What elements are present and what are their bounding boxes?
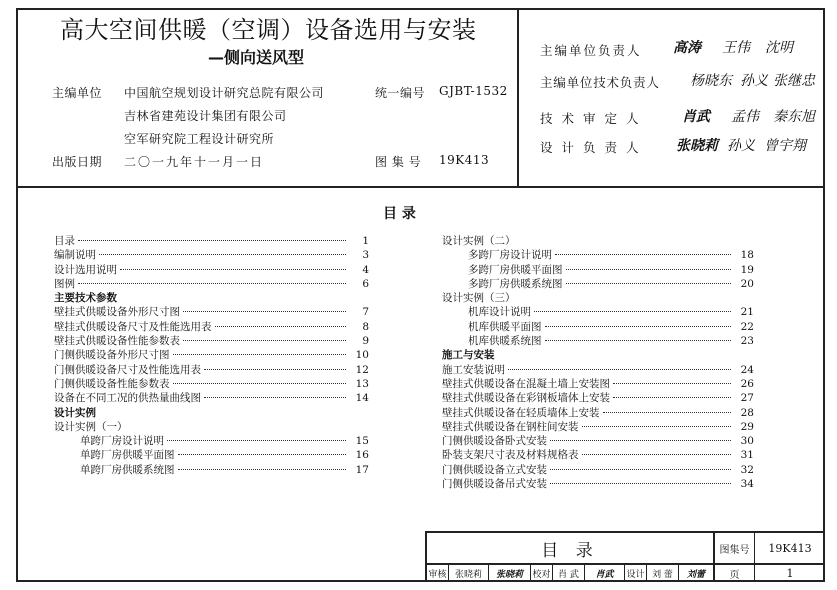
toc-entry-label: 壁挂式供暖设备外形尺寸图 — [54, 306, 180, 319]
approval-signature: 张晓莉 — [489, 565, 531, 582]
toc-entry[interactable] — [54, 248, 369, 262]
toc-leader-dots — [566, 283, 732, 284]
title-block-page-label: 页 — [715, 565, 755, 582]
toc-entry-label: 机库设计说明 — [468, 306, 531, 319]
toc-entry-page: 27 — [740, 392, 754, 405]
toc-entry-label: 壁挂式供暖设备在混凝土墙上安装图 — [442, 377, 610, 390]
toc-entry-label: 单跨厂房供暖系统图 — [80, 463, 175, 476]
toc-entry-label: 编制说明 — [54, 249, 96, 262]
toc-entry[interactable] — [54, 391, 369, 405]
org-label: 主编单位 — [52, 86, 103, 100]
toc-entry[interactable] — [442, 420, 754, 434]
toc-entry-label: 壁挂式供暖设备在轻质墙体上安装 — [442, 406, 600, 419]
toc-entry-label: 设计选用说明 — [54, 263, 117, 276]
approval-label: 审核 — [427, 565, 449, 582]
toc-entry-label: 门侧供暖设备卧式安装 — [442, 435, 547, 448]
title-block — [425, 531, 825, 582]
toc-entry[interactable] — [442, 377, 754, 391]
toc-entry[interactable] — [442, 334, 754, 348]
atlas-title: 高大空间供暖（空调）设备选用与安装 — [60, 16, 477, 44]
toc-leader-dots — [173, 383, 347, 384]
toc-leader-dots — [613, 397, 731, 398]
toc-entry-page: 9 — [362, 335, 369, 348]
toc-entry-page: 17 — [355, 463, 369, 476]
toc-entry-page: 14 — [355, 392, 369, 405]
signature: 张晓莉 — [676, 138, 718, 154]
toc-entry-page: 29 — [740, 420, 754, 433]
toc-entry-label: 壁挂式供暖设备性能参数表 — [54, 335, 180, 348]
toc-leader-dots — [120, 269, 346, 270]
role-tech-review: 技术审定人 — [540, 111, 648, 126]
title-block-page-value: 1 — [786, 567, 794, 580]
toc-heading: 目 录 — [383, 206, 416, 222]
toc-entry-label: 机库供暖系统图 — [468, 335, 542, 348]
toc-entry[interactable] — [54, 448, 369, 462]
toc-entry-label: 门侧供暖设备性能参数表 — [54, 377, 170, 390]
toc-entry-label: 门侧供暖设备吊式安装 — [442, 478, 547, 491]
toc-group-heading — [442, 291, 754, 305]
toc-leader-dots — [204, 397, 346, 398]
toc-leader-dots — [603, 412, 732, 413]
signature: 王伟 — [722, 40, 750, 56]
toc-entry-label: 机库供暖平面图 — [468, 320, 542, 333]
toc-entry[interactable] — [442, 463, 754, 477]
role-tech-lead: 主编单位技术负责人 — [540, 75, 660, 90]
toc-leader-dots — [99, 254, 346, 255]
toc-entry-page: 16 — [355, 449, 369, 462]
toc-leader-dots — [78, 283, 346, 284]
approval-label: 校对 — [531, 565, 553, 582]
toc-entry-page: 22 — [740, 320, 754, 333]
toc-entry-label: 单跨厂房供暖平面图 — [80, 449, 175, 462]
toc-entry-label: 设计实例（三） — [442, 292, 516, 305]
toc-entry[interactable] — [54, 277, 369, 291]
signature: 肖武 — [682, 109, 710, 125]
toc-entry-label: 单跨厂房设计说明 — [80, 435, 164, 448]
toc-leader-dots — [550, 440, 731, 441]
role-chief-editor: 主编单位负责人 — [540, 43, 642, 58]
toc-entry[interactable] — [54, 305, 369, 319]
toc-entry-label: 设计实例（一） — [54, 420, 128, 433]
toc-entry-page: 18 — [740, 249, 754, 262]
toc-entry-page: 1 — [362, 235, 369, 247]
toc-entry-page: 10 — [355, 349, 369, 362]
toc-entry-label: 门侧供暖设备尺寸及性能选用表 — [54, 363, 201, 376]
toc-entry-label: 壁挂式供暖设备尺寸及性能选用表 — [54, 320, 212, 333]
toc-leader-dots — [178, 469, 347, 470]
signature: 沈明 — [765, 40, 793, 56]
toc-entry-page: 7 — [362, 306, 369, 319]
toc-entry-page: 28 — [740, 406, 754, 419]
toc-entry[interactable] — [54, 334, 369, 348]
org-1: 中国航空规划设计研究总院有限公司 — [124, 86, 325, 100]
toc-entry-label: 门侧供暖设备立式安装 — [442, 463, 547, 476]
toc-leader-dots — [204, 369, 346, 370]
toc-entry[interactable] — [442, 434, 754, 448]
responsibles-panel — [519, 8, 825, 188]
toc-entry-page: 15 — [355, 435, 369, 448]
toc-entry[interactable] — [54, 320, 369, 334]
toc-entry[interactable] — [54, 363, 369, 377]
toc-leader-dots — [183, 311, 346, 312]
toc-leader-dots — [215, 326, 347, 327]
toc-leader-dots — [545, 340, 732, 341]
toc-entry-page: 24 — [740, 363, 754, 376]
toc-entry-page: 13 — [355, 377, 369, 390]
code-value: GJBT-1532 — [439, 84, 508, 98]
atlas-no-label: 图 集 号 — [375, 155, 422, 169]
toc-entry-label: 门侧供暖设备外形尺寸图 — [54, 349, 170, 362]
toc-entry[interactable] — [442, 363, 754, 377]
toc-leader-dots — [550, 483, 731, 484]
toc-entry[interactable] — [54, 434, 369, 448]
toc-entry-page: 30 — [740, 435, 754, 448]
approval-label: 设计 — [625, 565, 647, 582]
toc-entry[interactable] — [442, 277, 754, 291]
toc-entry-page: 32 — [740, 463, 754, 476]
toc-leader-dots — [183, 340, 346, 341]
toc-entry-page: 4 — [362, 263, 369, 276]
toc-leader-dots — [508, 369, 731, 370]
role-design-lead: 设计负责人 — [540, 140, 648, 155]
approval-name: 肖 武 — [553, 565, 585, 582]
signature: 孟伟 — [731, 109, 759, 125]
toc-leader-dots — [178, 454, 347, 455]
toc-entry-label: 目录 — [54, 235, 75, 247]
toc-entry-page: 12 — [355, 363, 369, 376]
toc-leader-dots — [78, 240, 346, 241]
title-block-title: 目 录 — [427, 533, 715, 565]
toc-entry-label: 设备在不同工况的供热量曲线图 — [54, 392, 201, 405]
toc-section-heading — [54, 291, 369, 305]
approval-name: 张晓莉 — [449, 565, 489, 582]
signature: 孙义 — [727, 138, 755, 154]
code-label: 统一编号 — [375, 86, 426, 100]
toc-entry[interactable] — [442, 448, 754, 462]
toc-entry[interactable] — [442, 305, 754, 319]
toc-leader-dots — [613, 383, 731, 384]
toc-entry-label: 壁挂式供暖设备在彩钢板墙体上安装 — [442, 392, 610, 405]
toc-entry[interactable] — [54, 348, 369, 362]
date-value: 二〇一九年十一月一日 — [124, 155, 265, 169]
toc-entry-page: 20 — [740, 277, 754, 290]
toc-leader-dots — [582, 454, 732, 455]
toc-entry-page: 8 — [362, 320, 369, 333]
date-label: 出版日期 — [52, 155, 103, 169]
org-3: 空军研究院工程设计研究所 — [124, 132, 275, 146]
signature: 曾宇翔 — [764, 138, 806, 154]
title-block-atlas-label: 图集号 — [715, 533, 755, 565]
toc-entry-page: 34 — [740, 478, 754, 491]
toc-entry[interactable] — [54, 463, 369, 477]
approval-signature: 肖武 — [585, 565, 625, 582]
toc-leader-dots — [173, 354, 347, 355]
toc-entry[interactable] — [442, 320, 754, 334]
org-2: 吉林省建苑设计集团有限公司 — [124, 109, 287, 123]
toc-entry-page: 6 — [362, 277, 369, 290]
toc-entry-page: 21 — [740, 306, 754, 319]
approval-name: 刘 蕾 — [647, 565, 679, 582]
toc-entry-page: 23 — [740, 335, 754, 348]
toc-entry[interactable] — [54, 234, 369, 248]
signature: 杨晓东 — [690, 73, 732, 89]
toc-entry[interactable] — [442, 391, 754, 405]
toc-leader-dots — [545, 326, 732, 327]
toc-entry[interactable] — [442, 406, 754, 420]
toc-entry-label: 设计实例（二） — [442, 235, 516, 247]
toc-entry[interactable] — [442, 248, 754, 262]
toc-entry[interactable] — [54, 263, 369, 277]
toc-entry-label: 卧装支架尺寸表及材料规格表 — [442, 449, 579, 462]
toc-entry[interactable] — [442, 263, 754, 277]
atlas-subtitle: —侧向送风型 — [208, 48, 305, 67]
approval-signature: 刘蕾 — [679, 565, 715, 582]
toc-group-heading — [54, 420, 369, 434]
toc-entry[interactable] — [442, 477, 754, 491]
toc-entry-label: 设计实例 — [54, 406, 96, 419]
toc-entry-page: 19 — [740, 263, 754, 276]
toc-entry-label: 主要技术参数 — [54, 292, 117, 305]
toc-leader-dots — [582, 426, 732, 427]
toc-leader-dots — [167, 440, 346, 441]
toc-leader-dots — [534, 311, 731, 312]
toc-left-column — [54, 234, 369, 477]
toc-entry-label: 多跨厂房供暖系统图 — [468, 277, 563, 290]
toc-entry-label: 图例 — [54, 277, 75, 290]
toc-entry-page: 3 — [362, 249, 369, 262]
toc-entry[interactable] — [54, 377, 369, 391]
toc-entry-page: 31 — [740, 449, 754, 462]
title-block-atlas-value: 19K413 — [755, 533, 825, 565]
toc-section-heading — [54, 406, 369, 420]
signature: 高涛 — [673, 40, 701, 56]
signature: 张继忠 — [773, 73, 815, 89]
toc-entry-label: 多跨厂房供暖平面图 — [468, 263, 563, 276]
toc-entry-label: 施工与安装 — [442, 349, 495, 362]
atlas-no-value: 19K413 — [439, 153, 490, 167]
toc-leader-dots — [555, 254, 731, 255]
toc-group-heading — [442, 234, 754, 248]
toc-entry-label: 壁挂式供暖设备在钢柱间安装 — [442, 420, 579, 433]
toc-entry-label: 多跨厂房设计说明 — [468, 249, 552, 262]
toc-section-heading — [442, 348, 754, 362]
toc-right-column — [442, 234, 754, 491]
toc-entry-page: 26 — [740, 377, 754, 390]
toc-leader-dots — [550, 469, 731, 470]
toc-leader-dots — [566, 269, 732, 270]
toc-entry-label: 施工安装说明 — [442, 363, 505, 376]
signature: 孙义 — [740, 73, 768, 89]
signature: 秦东旭 — [773, 109, 815, 125]
